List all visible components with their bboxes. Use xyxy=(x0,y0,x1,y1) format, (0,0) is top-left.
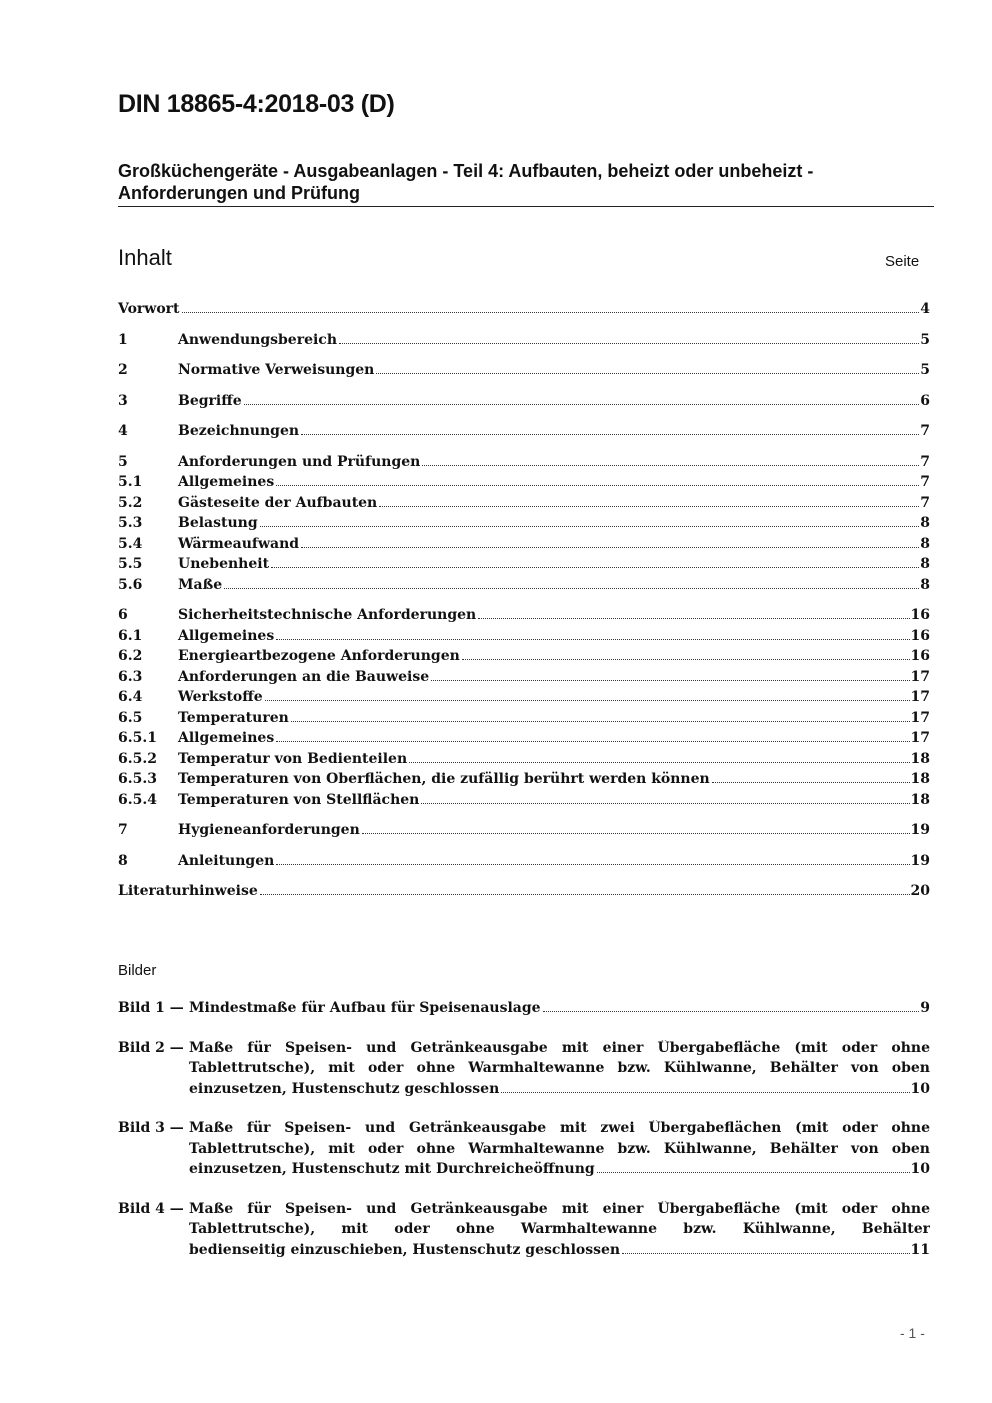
figure-caption-line: Mindestmaße für Aufbau für Speisenauslage xyxy=(189,1000,541,1016)
toc-entry-title: Maße xyxy=(178,576,223,593)
toc-entry-number: 7 xyxy=(118,822,128,838)
figure-caption-line: Maße für Speisen- und Getränkeausgabe mit einer Übergabefläche (mit oder ohne xyxy=(189,1039,930,1056)
figure-caption-line: Tablettrutsche), mit oder ohne Warmhaltewanne bzw. Kühlwanne, Behälter von oben xyxy=(189,1140,930,1157)
toc-entry-title: Allgemeines xyxy=(178,627,275,644)
toc-entry-number: 1 xyxy=(118,331,128,348)
toc-entry-page: 7 xyxy=(920,474,930,490)
toc-entry-title: Begriffe xyxy=(178,392,242,409)
toc-entry-title: Belastung xyxy=(178,515,258,531)
toc-entry-title: Normative Verweisungen xyxy=(178,362,375,378)
dot-leader xyxy=(409,762,909,763)
document-id: DIN 18865-4:2018-03 (D) xyxy=(118,90,395,118)
toc-entry[interactable] xyxy=(118,822,930,843)
toc-entry-number: 5.4 xyxy=(118,535,143,552)
title-divider xyxy=(118,206,934,207)
toc-entry-title: Gästeseite der Aufbauten xyxy=(178,494,378,511)
toc-entry-number: 3 xyxy=(118,392,128,409)
toc-entry[interactable] xyxy=(118,301,930,322)
figure-caption-line: einzusetzen, Hustenschutz geschlossen xyxy=(189,1080,500,1097)
toc-entry-title: Literaturhinweise xyxy=(118,883,258,899)
figure-entry[interactable] xyxy=(118,1201,930,1263)
dot-leader xyxy=(260,894,910,895)
toc-entry-number: 8 xyxy=(118,852,128,869)
figure-label: Bild 2 — xyxy=(118,1039,184,1056)
dot-leader xyxy=(421,803,909,804)
toc-entry-title: Sicherheitstechnische Anforderungen xyxy=(178,607,477,623)
toc-entry-number: 6.5 xyxy=(118,709,143,726)
page-number: - 1 - xyxy=(900,1325,925,1341)
dot-leader xyxy=(501,1092,909,1093)
toc-entry-title: Anforderungen und Prüfungen xyxy=(178,453,421,470)
toc-entry[interactable] xyxy=(118,393,930,414)
document-title: Großküchengeräte - Ausgabeanlagen - Teil 4: Aufbauten, beheizt oder unbeheizt - Anforderungen und Prüfung xyxy=(118,161,814,203)
toc-entry[interactable] xyxy=(118,454,930,475)
toc-entry[interactable] xyxy=(118,628,930,649)
toc-entry[interactable] xyxy=(118,771,930,792)
dot-leader xyxy=(244,404,920,405)
dot-leader xyxy=(597,1172,910,1173)
toc-entry-number: 5.6 xyxy=(118,576,143,593)
toc-entry[interactable] xyxy=(118,648,930,669)
toc-entry-page: 17 xyxy=(910,689,930,705)
dot-leader xyxy=(260,526,920,527)
toc-entry[interactable] xyxy=(118,710,930,731)
toc-entry-title: Wärmeaufwand xyxy=(178,535,300,552)
figure-page: 10 xyxy=(910,1161,930,1177)
toc-entry-title: Unebenheit xyxy=(178,556,270,572)
dot-leader xyxy=(271,567,919,568)
toc-entry-page: 8 xyxy=(920,576,930,593)
toc-entry-number: 5.5 xyxy=(118,556,143,572)
toc-entry[interactable] xyxy=(118,556,930,577)
dot-leader xyxy=(379,506,919,507)
contents-heading: Inhalt xyxy=(118,245,172,270)
dot-leader xyxy=(422,465,919,466)
figure-caption-line: Maße für Speisen- und Getränkeausgabe mit zwei Übergabeflächen (mit oder ohne xyxy=(189,1120,930,1136)
toc-entry[interactable] xyxy=(118,607,930,628)
toc-entry-page: 4 xyxy=(920,301,930,317)
toc-entry-number: 5.3 xyxy=(118,515,143,531)
dot-leader xyxy=(712,782,910,783)
toc-entry-page: 7 xyxy=(920,423,930,439)
dot-leader xyxy=(276,485,919,486)
figure-entry[interactable] xyxy=(118,1040,930,1102)
toc-entry-title: Temperatur von Bedienteilen xyxy=(178,750,408,767)
page-column-label: Seite xyxy=(885,253,920,270)
toc-entry[interactable] xyxy=(118,689,930,710)
toc-entry-page: 5 xyxy=(920,362,930,378)
toc-entry-page: 7 xyxy=(920,494,930,511)
dot-leader xyxy=(543,1011,920,1012)
toc-entry[interactable] xyxy=(118,883,930,904)
toc-entry-page: 17 xyxy=(910,709,930,726)
dot-leader xyxy=(362,833,910,834)
dot-leader xyxy=(276,639,909,640)
list-of-figures xyxy=(118,1000,930,1281)
toc-entry-title: Temperaturen von Oberflächen, die zufällig berührt werden können xyxy=(178,771,710,787)
toc-entry-title: Allgemeines xyxy=(178,730,275,746)
figure-caption-line: bedienseitig einzuschieben, Hustenschutz geschlossen xyxy=(189,1241,621,1258)
dot-leader xyxy=(276,741,909,742)
toc-entry-number: 2 xyxy=(118,362,128,378)
toc-entry-page: 18 xyxy=(910,791,930,808)
toc-entry-number: 6 xyxy=(118,607,128,623)
toc-entry-number: 6.1 xyxy=(118,627,143,644)
figure-caption-line: Tablettrutsche), mit oder ohne Warmhaltewanne bzw. Kühlwanne, Behälter von oben xyxy=(189,1060,930,1076)
figure-caption-line: Tablettrutsche), mit oder ohne Warmhaltewanne bzw. Kühlwanne, Behälter xyxy=(189,1221,930,1237)
toc-entry-page: 6 xyxy=(920,392,930,409)
toc-entry-page: 19 xyxy=(910,852,930,869)
figure-caption-line: einzusetzen, Hustenschutz mit Durchreicheöffnung xyxy=(189,1161,595,1177)
toc-entry[interactable] xyxy=(118,730,930,751)
toc-entry[interactable] xyxy=(118,362,930,383)
toc-entry-page: 8 xyxy=(920,515,930,531)
toc-entry-page: 16 xyxy=(910,607,930,623)
toc-entry-page: 18 xyxy=(910,750,930,767)
toc-entry-number: 6.4 xyxy=(118,689,143,705)
toc-entry[interactable] xyxy=(118,792,930,813)
figure-label: Bild 4 — xyxy=(118,1200,184,1217)
dot-leader xyxy=(301,547,919,548)
toc-entry-page: 8 xyxy=(920,556,930,572)
figure-page: 10 xyxy=(910,1080,930,1097)
toc-entry-page: 16 xyxy=(910,648,930,664)
toc-entry-number: 6.5.4 xyxy=(118,791,157,808)
figures-heading: Bilder xyxy=(118,962,157,979)
toc-entry[interactable] xyxy=(118,515,930,536)
toc-entry-title: Bezeichnungen xyxy=(178,423,300,439)
toc-entry-title: Hygieneanforderungen xyxy=(178,822,360,838)
toc-entry-number: 6.5.3 xyxy=(118,771,157,787)
dot-leader xyxy=(376,373,919,374)
dot-leader xyxy=(265,700,910,701)
toc-entry-number: 5.2 xyxy=(118,494,143,511)
toc-entry-title: Energieartbezogene Anforderungen xyxy=(178,648,460,664)
figure-caption-line: Maße für Speisen- und Getränkeausgabe mit einer Übergabefläche (mit oder ohne xyxy=(189,1200,930,1217)
toc-entry-page: 8 xyxy=(920,535,930,552)
figure-entry[interactable] xyxy=(118,1000,930,1021)
dot-leader xyxy=(224,588,919,589)
dot-leader xyxy=(276,864,909,865)
toc-entry-number: 4 xyxy=(118,423,128,439)
toc-entry-page: 17 xyxy=(910,668,930,685)
dot-leader xyxy=(462,659,910,660)
toc-entry-title: Vorwort xyxy=(118,301,180,317)
figure-label: Bild 1 — xyxy=(118,1000,184,1016)
toc-entry[interactable] xyxy=(118,853,930,874)
toc-entry-number: 5.1 xyxy=(118,474,143,490)
toc-entry-title: Anleitungen xyxy=(178,852,275,869)
toc-entry-page: 5 xyxy=(920,331,930,348)
toc-entry-title: Temperaturen von Stellflächen xyxy=(178,791,420,808)
toc-entry-title: Anwendungsbereich xyxy=(178,331,337,348)
toc-entry[interactable] xyxy=(118,423,930,444)
toc-entry[interactable] xyxy=(118,536,930,557)
toc-entry[interactable] xyxy=(118,669,930,690)
toc-entry-page: 19 xyxy=(910,822,930,838)
toc-entry-title: Temperaturen xyxy=(178,709,289,726)
figure-label: Bild 3 — xyxy=(118,1120,184,1136)
table-of-contents xyxy=(118,301,930,904)
toc-entry-page: 16 xyxy=(910,627,930,644)
toc-entry-title: Anforderungen an die Bauweise xyxy=(178,668,430,685)
toc-entry-number: 6.5.2 xyxy=(118,750,157,767)
toc-entry-number: 5 xyxy=(118,453,128,470)
dot-leader xyxy=(622,1253,909,1254)
toc-entry[interactable] xyxy=(118,332,930,353)
dot-leader xyxy=(182,312,920,313)
dot-leader xyxy=(291,721,910,722)
toc-entry-number: 6.5.1 xyxy=(118,730,157,746)
toc-entry-title: Werkstoffe xyxy=(178,689,263,705)
toc-entry[interactable] xyxy=(118,495,930,516)
toc-entry-page: 20 xyxy=(910,883,930,899)
toc-entry[interactable] xyxy=(118,751,930,772)
toc-entry-page: 17 xyxy=(910,730,930,746)
toc-entry-page: 18 xyxy=(910,771,930,787)
toc-entry-number: 6.2 xyxy=(118,648,143,664)
dot-leader xyxy=(431,680,909,681)
figure-page: 9 xyxy=(920,1000,930,1016)
dot-leader xyxy=(301,434,919,435)
toc-entry[interactable] xyxy=(118,474,930,495)
dot-leader xyxy=(478,618,909,619)
dot-leader xyxy=(339,343,919,344)
figure-page: 11 xyxy=(910,1241,930,1258)
toc-entry-title: Allgemeines xyxy=(178,474,275,490)
toc-entry-number: 6.3 xyxy=(118,668,143,685)
figure-entry[interactable] xyxy=(118,1120,930,1182)
toc-entry-page: 7 xyxy=(920,453,930,470)
toc-entry[interactable] xyxy=(118,577,930,598)
